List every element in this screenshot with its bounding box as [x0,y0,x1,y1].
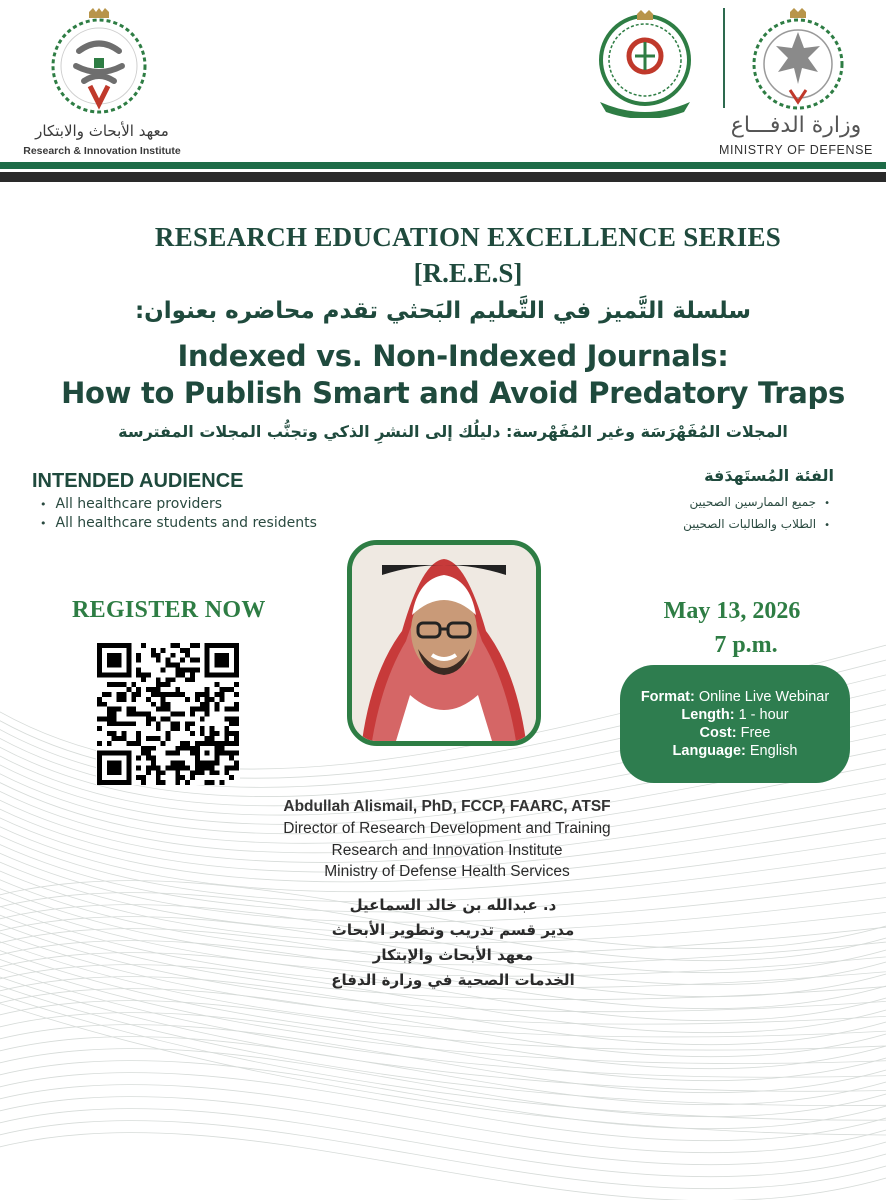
event-info-box [620,665,850,783]
audience-heading: INTENDED AUDIENCE [32,470,244,492]
audience-item: • All healthcare providers [40,495,317,514]
logo-divider [723,8,725,108]
series-abbreviation: [R.E.E.S] [413,258,523,288]
header-dark-bar [0,172,886,182]
ministry-of-defense-emblem [744,6,852,114]
talk-title-line-2: How to Publish Smart and Avoid Predatory Traps [61,376,845,410]
format-row [620,688,850,706]
speaker-portrait-icon [352,545,536,741]
length-row [620,706,850,724]
talk-title-line-1: Indexed vs. Non-Indexed Journals: [177,339,729,373]
speaker-organization-arabic: الخدمات الصحية في وزارة الدفاع [331,971,575,989]
audience-item-arabic: • الطلاب والطالبات الصحيين [683,514,830,536]
speaker-info [0,796,886,883]
length-value: 1 - hour [738,707,789,723]
institute-name-english: Research & Innovation Institute [23,145,181,157]
speaker-organization: Ministry of Defense Health Services [324,863,570,880]
health-services-emblem [590,6,700,118]
speaker-info-arabic [0,893,886,993]
cost-label: Cost: [699,725,737,741]
talk-title-arabic: المجلات المُفَهْرَسَة وغير المُفَهْرسة: دليلُك إلى النشرِ الذكي وتجنُّب المجلات المفترسة [118,422,788,441]
speaker-name: Abdullah Alismail, PhD, FCCP, FAARC, ATSF [283,798,611,815]
event-time: 7 p.m. [714,632,778,658]
cost-row [620,724,850,742]
length-label: Length: [681,707,735,723]
talk-title [0,338,886,412]
series-title-arabic: سلسلة التَّميز في التَّعليم البَحثي تقدم محاضره بعنوان: [134,298,752,324]
ministry-name-english: MINISTRY OF DEFENSE [718,143,873,157]
audience-item: • All healthcare students and residents [40,514,317,533]
audience-heading-arabic: الفئة المُستَهدَفة [704,466,834,485]
format-value: Online Live Webinar [698,689,830,705]
research-institute-logo [44,6,154,118]
speaker-photo [347,540,541,746]
registration-qr-code[interactable] [96,643,240,785]
speaker-role: Director of Research Development and Training [283,820,611,837]
speaker-institute: Research and Innovation Institute [331,841,563,859]
language-row [620,742,850,760]
event-date: May 13, 2026 [663,598,801,624]
speaker-role-arabic: مدير قسم تدريب وتطوير الأبحاث [331,921,575,939]
audience-list [40,495,317,533]
header-green-bar [0,162,886,169]
speaker-institute-arabic: معهد الأبحاث والإبتكار [372,946,534,964]
cost-value: Free [740,725,771,741]
speaker-name-arabic: د. عبدالله بن خالد السماعيل [349,896,557,914]
ministry-name-arabic: وزارة الدفـــاع [730,113,862,138]
format-label: Format: [640,689,695,705]
audience-item-arabic: • جميع الممارسين الصحيين [683,492,830,514]
language-label: Language: [672,743,746,759]
institute-name-arabic: معهد الأبحاث والابتكار [35,122,169,140]
series-title: RESEARCH EDUCATION EXCELLENCE SERIES [154,222,782,252]
header [0,0,886,190]
language-value: English [749,743,798,759]
audience-list-arabic [683,492,830,536]
register-now-label: REGISTER NOW [72,597,266,623]
